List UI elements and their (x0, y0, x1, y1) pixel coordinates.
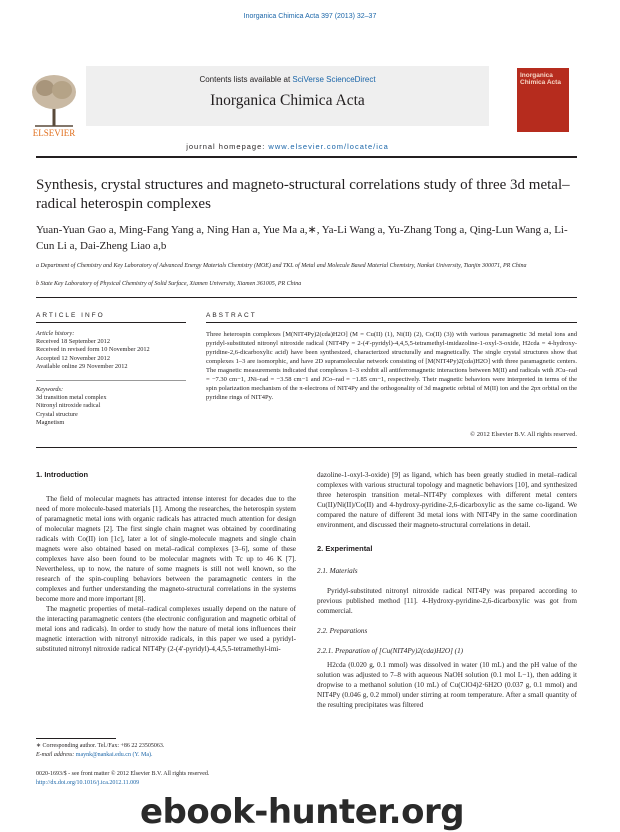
affiliation-b: b State Key Laboratory of Physical Chemistry of Solid Surface, Xiamen University, Xiamen 361005, PR China (36, 281, 302, 287)
subsection-materials: 2.1. Materials (317, 567, 358, 575)
intro-paragraph-continued: dazoline-1-oxyl-3-oxide) [9] as ligand, which has been greatly studied in metal–radical complexes with various structural topology and magnetic behaviors [10], and synthesized three heterospin transition metal–NIT4Py complexes with different metal centers Cu(II)/Ni(II)/Co(II) and 4-hydroxy-pyridine-2,6-dicarboxylic as the same co-ligand. We compared the nature of different 3d metal ions with NIT4Py in the same coordination environment, and discussed their magneto-structural correlations in detail. (317, 471, 577, 529)
watermark: ebook-hunter.org (140, 792, 465, 832)
article-info-label: ARTICLE INFO (36, 312, 105, 319)
author-list: Yuan-Yuan Gao a, Ming-Fang Yang a, Ning Han a, Yue Ma a,∗, Ya-Li Wang a, Yu-Zhang Tong a, Qing-Lun Wang a, Li-Cun Li a, Dai-Zheng Liao a,b (36, 224, 568, 252)
left-column (36, 470, 296, 654)
subsubsection-preparation-1: 2.2.1. Preparation of [Cu(NIT4Py)2(cda)H2O] (1) (317, 647, 464, 655)
keyword-item: 3d transition metal complex (36, 394, 107, 402)
header-rule (36, 156, 577, 158)
section-heading-experimental: 2. Experimental (317, 544, 373, 553)
homepage-prefix: journal homepage: (186, 142, 269, 151)
affiliation-a: a Department of Chemistry and Key Laboratory of Advanced Energy Materials Chemistry (MOE) and TKL of Metal and Molecule Based Material Chemistry, Nankai University, Tianjin 300071, PR China (36, 263, 527, 269)
homepage-link[interactable]: www.elsevier.com/locate/ica (268, 142, 389, 151)
materials-paragraph: Pyridyl-substituted nitronyl nitroxide radical NIT4Py was prepared according to previous published method [11]. 4-Hydroxy-pyridine-2,6-dicarboxylic was got from commercial. (317, 587, 577, 615)
abstract-copyright: © 2012 Elsevier B.V. All rights reserved. (470, 431, 577, 438)
email-prefix: E-mail address: (36, 752, 76, 758)
abstract-bottom-rule (36, 447, 577, 448)
cover-title: Inorganica Chimica Acta (520, 72, 561, 86)
email-footnote (36, 751, 296, 759)
history-item: Accepted 12 November 2012 (36, 354, 110, 362)
keyword-item: Crystal structure (36, 410, 78, 418)
elsevier-logo-text: ELSEVIER (32, 128, 76, 138)
keyword-item: Nitronyl nitroxide radical (36, 402, 101, 410)
affiliation-rule (36, 297, 577, 298)
section-heading-introduction: 1. Introduction (36, 470, 89, 479)
abstract-rule (206, 322, 577, 323)
doi-link[interactable]: http://dx.doi.org/10.1016/j.ica.2012.11.009 (36, 780, 140, 786)
email-link[interactable]: maynk@nankai.edu.cn (Y. Ma). (75, 752, 153, 758)
keywords-heading: Keywords: (36, 386, 64, 393)
intro-paragraph-1: The field of molecular magnets has attracted intense interest for decades due to the need of more molecule-based materials [1]. Among the researches, the heterospin system of paramagnetic metal ions with organic radicals has attracted much attention for design of molecular magnets [2]. The first single chain magnet was obtained by coordinating radicals with Co(II) ion [1c], later a lot of single-molecule magnets and single chain magnets were also obtained based on metal–radical complexes [3–6], some of these complexes have also been found to be molecular magnets with Tc up to 46 K [7]. Nevertheless, up to now, the nature of some magnets is still not well known, so the research of the spin-coupling behaviors between the paramagnetic centers in the complexes and further understanding the magneto-structural correlations in the systems become more and more important [8]. (36, 495, 296, 603)
doi-line (36, 779, 296, 787)
history-item: Received in revised form 10 November 2012 (36, 346, 150, 354)
preparation-paragraph: H2cda (0.020 g, 0.1 mmol) was dissolved in water (10 mL) and the pH value of the solution was adjusted to 7–8 with aqueous NaOH solution (0.1 mol L−1), then adding it dropwise to a methanol solution (10 mL) of Cu(ClO4)2·6H2O (0.037 g, 0.1 mmol) and NIT4Py (0.046 g, 0.2 mmol) under stirring at room temperature. After a small quantity of the resulting precipitates was filtered (317, 661, 577, 709)
journal-title: Inorganica Chimica Acta (210, 92, 365, 109)
contents-line (86, 75, 489, 84)
keyword-item: Magnetism (36, 418, 65, 426)
issn-line: 0020-1693/$ - see front matter © 2012 Elsevier B.V. All rights reserved. (36, 771, 210, 777)
keywords-rule (36, 380, 186, 381)
subsection-preparations: 2.2. Preparations (317, 627, 368, 635)
info-rule (36, 322, 186, 323)
history-item: Available online 29 November 2012 (36, 362, 128, 370)
history-item: Received 18 September 2012 (36, 338, 110, 346)
elsevier-logo (27, 68, 82, 140)
journal-homepage (86, 142, 489, 151)
abstract-label: ABSTRACT (206, 312, 257, 319)
corresponding-footnote: ∗ Corresponding author. Tel./Fax: +86 22 23505063. (36, 743, 165, 749)
footnote-rule (36, 738, 116, 739)
article-history (36, 330, 186, 371)
contents-prefix: Contents lists available at (199, 75, 293, 84)
keywords (36, 386, 186, 427)
article-title: Synthesis, crystal structures and magneto-structural correlations study of three 3d metal–radical heterospin complexes (36, 177, 570, 212)
intro-paragraph-2: The magnetic properties of metal–radical complexes usually depend on the nature of the interacting paramagnetic centers (the electronic configuration and magnetic orbital of metal ions and radicals). In order to study how the nature of metal ions influences their magnetic interaction with nitronyl nitroxide radicals, in this paper we used a pyridyl-substituted nitronyl nitroxide radical NIT4Py (2-(4′-pyridyl)-4,4,5,5-tetramethyl-imi- (36, 605, 296, 653)
abstract-text: Three heterospin complexes [M(NIT4Py)2(cda)H2O] (M = Cu(II) (1), Ni(II) (2), Co(II) (3)) with various paramagnetic 3d metal ions and pyridyl-substituted nitronyl nitroxide radical (NIT4Py = 2-(4′-pyridyl)-4,4,5,5-tetramethyl-imidazoline-1-oxyl-3-oxide, H2cda = 4-hydroxy-pyridine-2,6-dicarboxylic acid) have been synthesized, characterized structurally and magnetically. The single crystal structures show that complexes 1–3 are isomorphic, and have 2D supramolecular network consisting of [M(NIT4Py)2(cda)H2O] with three paramagnetic centers. The magnetic measurements indicated that complexes 1–3 exhibit all antiferromagnetic interactions between M(II) and radicals with JCu–rad = −7.30 cm−1, JNi–rad = −3.58 cm−1 and JCo–rad = −1.85 cm−1, respectively. Their magnetic behaviors were interpreted in terms of the spin polarization mechanism of the π-electrons of NIT4Py and the orthogonality of 3d magnetic orbital of M(II) ion and the 2pπ orbital on the pyridine rings of NIT4Py. (206, 331, 577, 401)
sciencedirect-link[interactable]: SciVerse ScienceDirect (292, 75, 376, 84)
journal-citation[interactable]: Inorganica Chimica Acta 397 (2013) 32–37 (243, 13, 377, 20)
journal-cover-thumbnail (517, 68, 569, 132)
right-column (317, 470, 577, 710)
history-heading: Article history: (36, 330, 75, 337)
